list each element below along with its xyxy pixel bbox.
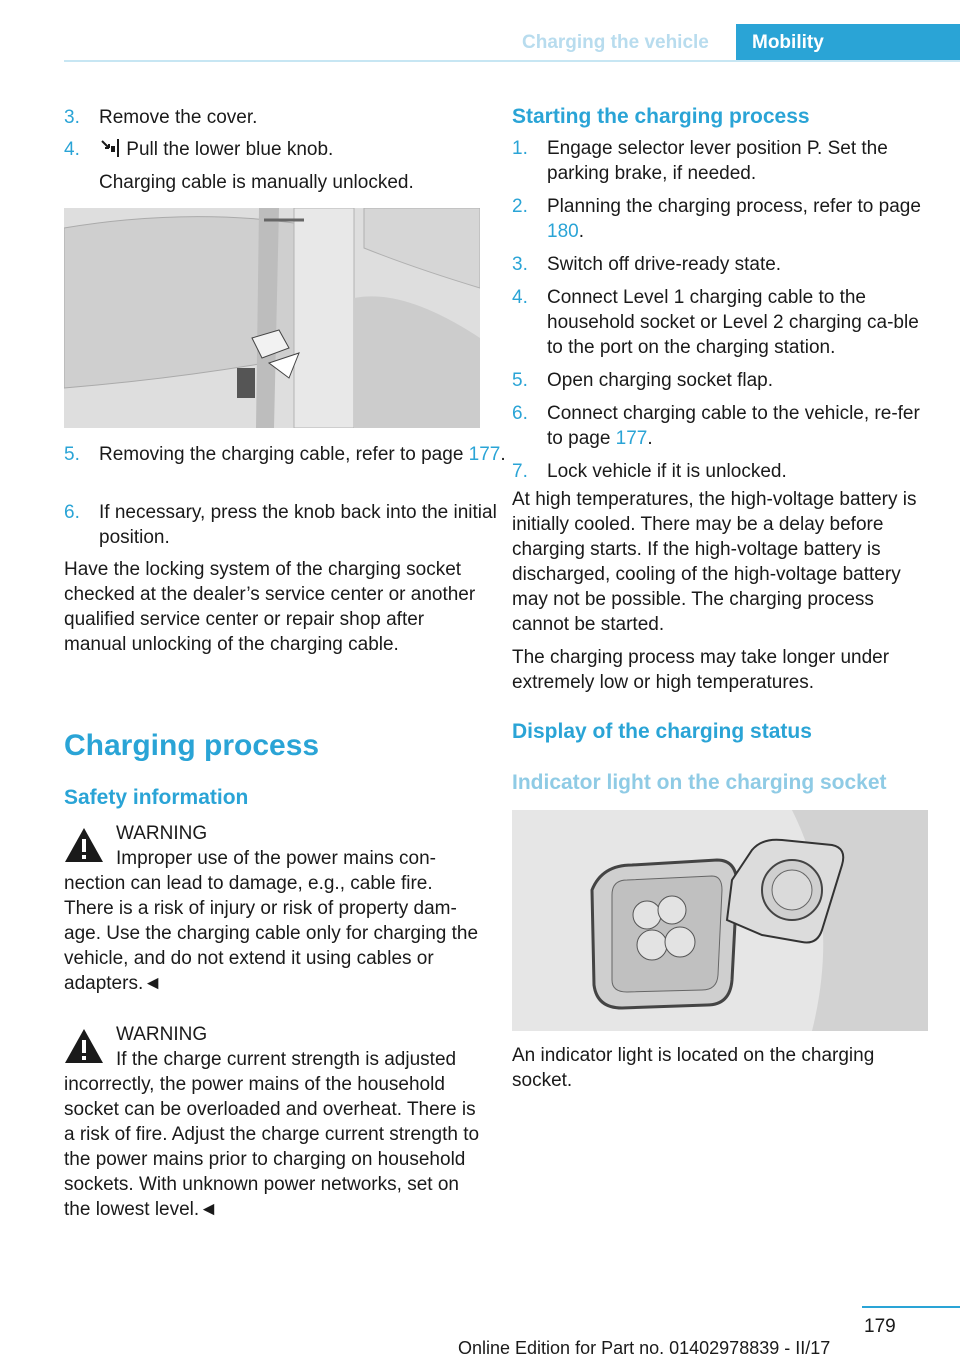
warning-block xyxy=(64,1022,480,1222)
step-number: 1. xyxy=(512,138,528,159)
step-text: Connect Level 1 charging cable to the household socket or Level 2 charging ca-ble to the port on the charging station. xyxy=(547,287,919,358)
step-text-end: . xyxy=(578,221,584,242)
running-header-section: Charging the vehicle xyxy=(522,32,709,53)
step-number: 4. xyxy=(64,139,80,160)
step-text: Remove the cover. xyxy=(99,107,258,128)
section-heading: Charging process xyxy=(64,729,320,762)
list-item xyxy=(64,137,515,162)
list-item xyxy=(64,500,515,550)
step-text: Lock vehicle if it is unlocked. xyxy=(547,461,787,482)
step-text-end: . xyxy=(500,444,506,465)
warning-text: incorrectly, the power mains of the household socket can be overloaded and overheat. There is a risk of fire. Adjust the charge current strength to the power mains prior to charging on household sockets. With unknown power networks, set on the lowest level.◄ xyxy=(64,1074,480,1220)
pull-knob-icon xyxy=(99,138,121,158)
list-item xyxy=(512,401,928,451)
step-number: 7. xyxy=(512,461,528,482)
step-text: Connect charging cable to the vehicle, re-fer to page xyxy=(547,403,920,449)
step-number: 2. xyxy=(512,196,528,217)
warning-triangle-icon xyxy=(64,827,104,863)
manual-unlock-drawing xyxy=(64,208,480,428)
step-number: 5. xyxy=(64,444,80,465)
list-item xyxy=(512,136,928,186)
header-rule xyxy=(64,60,960,62)
warning-block xyxy=(64,821,480,996)
indicator-note: An indicator light is located on the charging socket. xyxy=(512,1045,875,1091)
warning-first-line: If the charge current strength is adjusted xyxy=(116,1049,457,1070)
page-link[interactable]: 180 xyxy=(547,221,579,242)
step-number: 3. xyxy=(512,254,528,275)
warning-title: WARNING xyxy=(116,1024,208,1045)
step-text: Planning the charging process, refer to page xyxy=(547,196,921,217)
step-number: 6. xyxy=(512,403,528,424)
locking-note: Have the locking system of the charging socket checked at the dealer’s service center or another qualified service center or repair shop after manual unlocking of the charging cable. xyxy=(64,559,476,655)
step-number: 5. xyxy=(512,370,528,391)
step-number: 4. xyxy=(512,287,528,308)
chapter-tab xyxy=(736,24,960,61)
step-text: Pull the lower blue knob. xyxy=(126,139,334,160)
warning-title: WARNING xyxy=(116,823,208,844)
list-item xyxy=(64,442,515,467)
charging-socket-drawing xyxy=(512,810,928,1031)
chapter-tab-label: Mobility xyxy=(752,32,824,53)
subsection-heading: Starting the charging process xyxy=(512,105,810,128)
step-substep: Charging cable is manually unlocked. xyxy=(99,172,414,193)
step-text: Engage selector lever position P. Set the parking brake, if needed. xyxy=(547,138,888,184)
step-text-end: . xyxy=(647,428,653,449)
duration-paragraph: The charging process may take longer under extremely low or high temperatures. xyxy=(512,647,890,693)
page-link[interactable]: 177 xyxy=(468,444,501,465)
list-item xyxy=(512,252,928,277)
step-text: Open charging socket flap. xyxy=(547,370,774,391)
page-link[interactable]: 177 xyxy=(615,428,648,449)
illustration-charging-socket xyxy=(512,810,928,1031)
step-text: If necessary, press the knob back into the initial position. xyxy=(99,502,497,548)
warning-text: nection can lead to damage, e.g., cable fire. There is a risk of injury or risk of property dam-age. Use the charging cable only for charging the vehicle, and do not extend it using cables or adapters.◄ xyxy=(64,873,479,994)
step-text: Removing the charging cable, refer to page xyxy=(99,444,469,465)
steps-list xyxy=(512,136,928,492)
edition-note: Online Edition for Part no. 01402978839 - II/17 xyxy=(458,1338,831,1358)
warning-first-line: Improper use of the power mains con- xyxy=(116,848,436,869)
warning-triangle-icon xyxy=(64,1028,104,1064)
footer-rule xyxy=(862,1306,960,1308)
page-number: 179 xyxy=(864,1316,896,1337)
step-number: 6. xyxy=(64,502,80,523)
list-item xyxy=(512,194,928,244)
step-number: 3. xyxy=(64,107,80,128)
step-text: Switch off drive-ready state. xyxy=(547,254,782,275)
subsection-heading: Safety information xyxy=(64,786,249,809)
minor-heading: Indicator light on the charging socket xyxy=(512,771,887,794)
list-item xyxy=(512,285,928,360)
subsection-heading: Display of the charging status xyxy=(512,720,812,743)
temperature-paragraph: At high temperatures, the high-voltage battery is initially cooled. There may be a delay before charging starts. If the high-voltage battery is discharged, cooling of the high-voltage battery may not be possible. The charging process cannot be started. xyxy=(512,489,917,635)
illustration-manual-unlock xyxy=(64,208,480,428)
list-item xyxy=(512,368,928,393)
list-item xyxy=(512,459,928,484)
list-item xyxy=(64,105,515,130)
